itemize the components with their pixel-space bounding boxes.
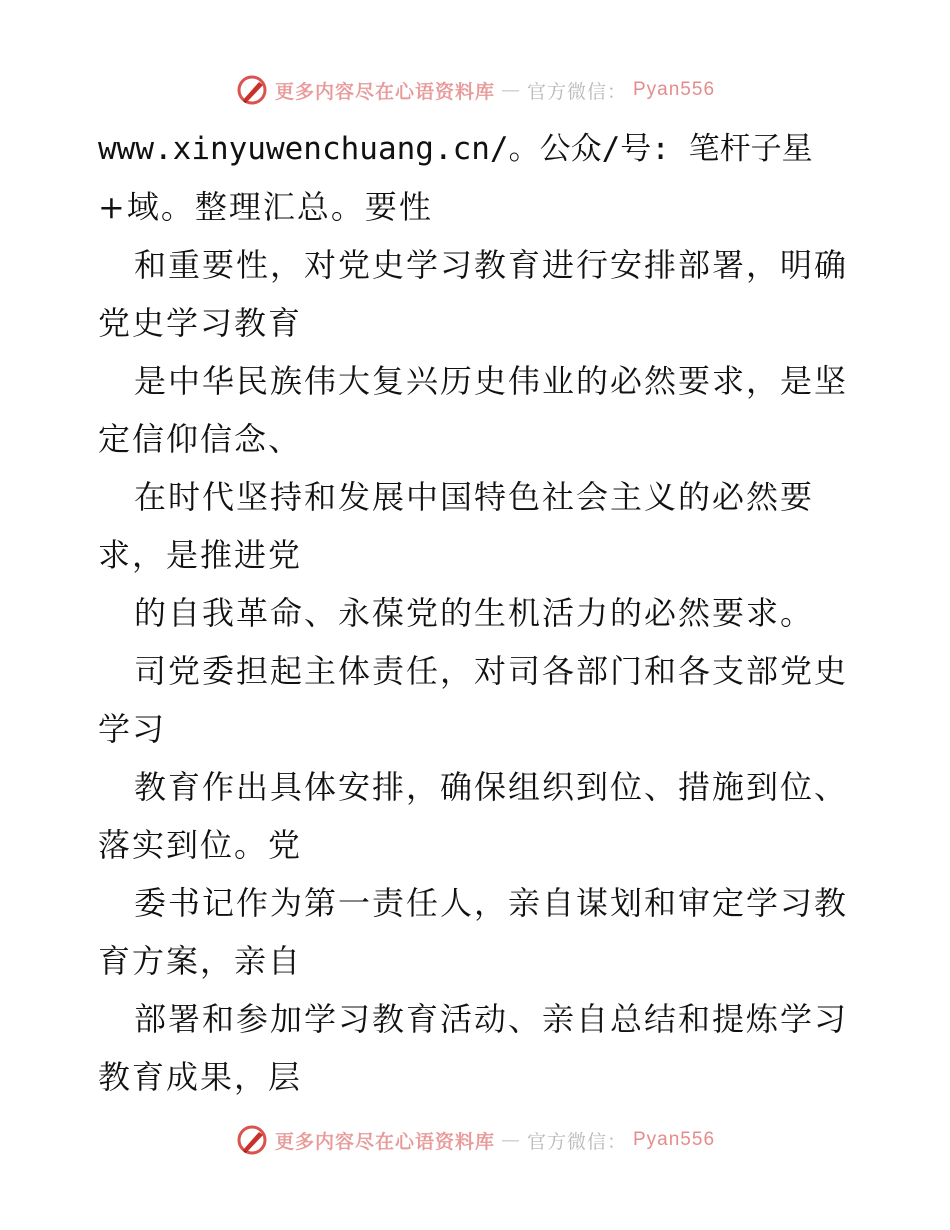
text-line: 部署和参加学习教育活动、亲自总结和提炼学习 xyxy=(134,1000,849,1038)
text-line: 在时代坚持和发展中国特色社会主义的必然要 xyxy=(134,478,815,516)
pen-logo-icon xyxy=(235,73,269,107)
banner-main-text: 更多内容尽在心语资料库 xyxy=(274,80,495,103)
banner-main-text: 更多内容尽在心语资料库 xyxy=(274,1130,495,1153)
document-body xyxy=(98,120,858,1106)
text-line: 求，是推进党 xyxy=(98,536,303,574)
text-line: 育方案，亲自 xyxy=(98,942,303,980)
pen-logo-icon xyxy=(235,1123,269,1157)
header-watermark-banner xyxy=(0,70,950,110)
text-line: www.xinyuwenchuang.cn/。公众/号: 笔杆子星 xyxy=(98,131,813,167)
banner-dash: — xyxy=(500,79,521,101)
footer-watermark-banner xyxy=(0,1120,950,1160)
text-line: 委书记作为第一责任人，亲自谋划和审定学习教 xyxy=(134,884,849,922)
text-line: 是中华民族伟大复兴历史伟业的必然要求，是坚 xyxy=(134,362,849,400)
banner-wechat-id: Pyan556 xyxy=(633,1129,716,1150)
banner-dash: — xyxy=(500,1129,521,1151)
text-line: 党史学习教育 xyxy=(98,304,303,342)
text-line: 和重要性，对党史学习教育进行安排部署，明确 xyxy=(134,246,849,284)
text-line: 教育作出具体安排，确保组织到位、措施到位、 xyxy=(134,768,849,806)
text-line: 学习 xyxy=(98,710,167,748)
text-line: 的自我革命、永葆党的生机活力的必然要求。 xyxy=(134,594,815,632)
banner-wechat-label: 官方微信： xyxy=(526,1130,627,1153)
banner-wechat-label: 官方微信： xyxy=(526,80,627,103)
text-line: 司党委担起主体责任，对司各部门和各支部党史 xyxy=(134,652,849,690)
text-line: 教育成果，层 xyxy=(98,1058,303,1096)
text-line: +域。整理汇总。要性 xyxy=(98,188,433,226)
banner-wechat-id: Pyan556 xyxy=(633,79,716,100)
text-line: 定信仰信念、 xyxy=(98,420,303,458)
text-line: 落实到位。党 xyxy=(98,826,303,864)
